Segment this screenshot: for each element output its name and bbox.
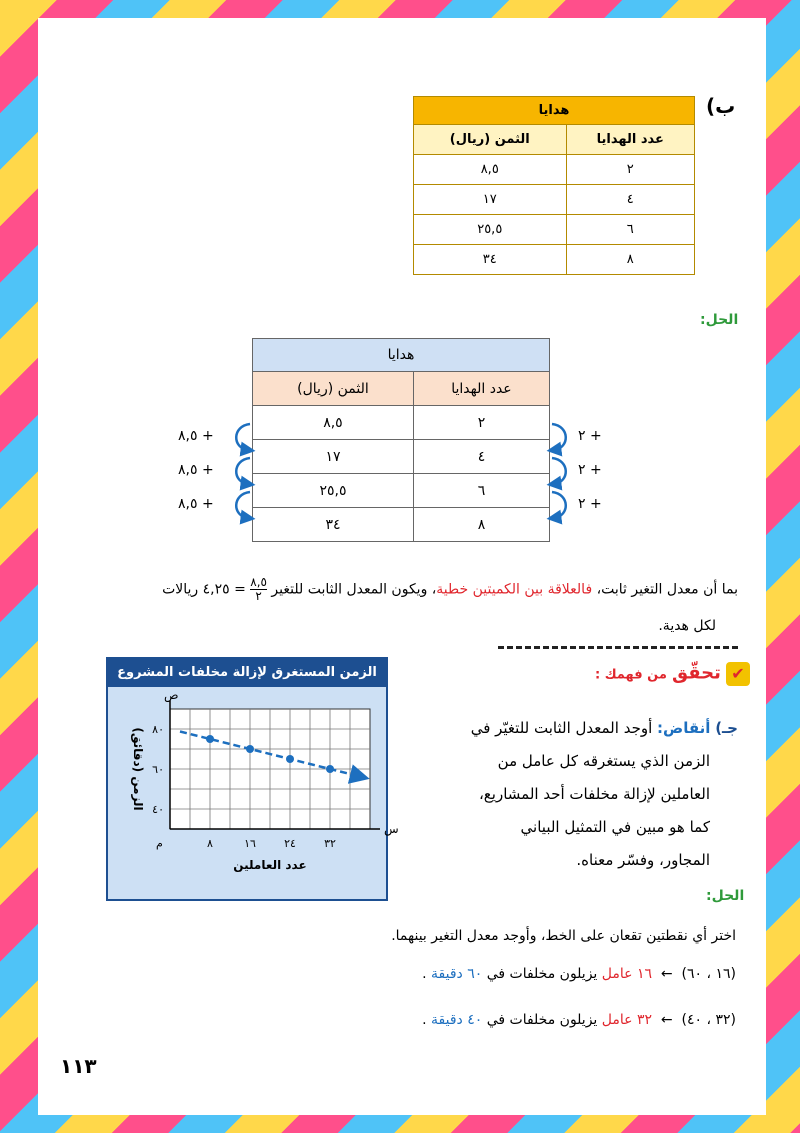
question-text: العاملين لإزالة مخلفات أحد المشاريع، (478, 785, 710, 803)
x-tick-label: ٣٢ (324, 837, 336, 850)
chart-panel (106, 657, 399, 901)
row-text: يزيلون مخلفات في (482, 1012, 602, 1028)
time-value: ٦٠ دقيقة (431, 966, 483, 982)
y-tick-label: ٤٠ (152, 803, 164, 816)
table-cell: ٢٥,٥ (414, 215, 567, 245)
solution2-row (422, 1012, 736, 1028)
point-coordinate: (٣٢ ، ٤٠) (681, 1012, 736, 1028)
data-point (246, 745, 254, 753)
table-cell: ٨,٥ (414, 155, 567, 185)
chart-svg (108, 687, 399, 899)
table-row (253, 474, 550, 508)
y-tick-label: ٨٠ (152, 723, 164, 736)
gifts-header-price: الثمن (ريال) (414, 125, 567, 155)
row-text: يزيلون مخلفات في (482, 966, 602, 982)
question-text: كما هو مبين في التمثيل البياني (520, 818, 710, 836)
solution-label: الحل: (700, 312, 739, 328)
row-end: . (422, 1012, 431, 1028)
time-value: ٤٠ دقيقة (431, 1012, 483, 1028)
left-curved-arrows-icon (226, 418, 256, 538)
table-row (414, 185, 695, 215)
x-tick-label: ٨ (207, 837, 213, 850)
question-keyword: أنقاض: (657, 719, 711, 737)
left-diff-1: + ٨,٥ (178, 428, 214, 444)
explanation-highlight: فالعلاقة بين الكميتين خطية (436, 581, 593, 598)
page-number: ١١٣ (60, 1054, 97, 1078)
solution-table (252, 338, 550, 542)
point-coordinate: (١٦ ، ٦٠) (681, 966, 736, 982)
table-cell: ٨ (413, 508, 549, 542)
explanation-result: = ٤,٢٥ ريالات (162, 581, 246, 598)
table-cell: ٦ (566, 215, 694, 245)
question-text: الزمن الذي يستغرقه كل عامل من (497, 752, 710, 770)
table-cell: ٢٥,٥ (253, 474, 414, 508)
right-diff-1: + ٢ (578, 428, 602, 444)
check-subtitle: من فهمك : (594, 667, 667, 683)
fraction-numerator: ٨,٥ (250, 575, 267, 589)
table-row (414, 245, 695, 275)
x-axis-label: عدد العاملين (233, 858, 307, 872)
explanation-line-1 (58, 576, 738, 603)
data-point (286, 755, 294, 763)
check-question (418, 712, 738, 877)
solution2-instruction: اختر أي نقطتين تقعان على الخط، وأوجد معدل التغير بينهما. (391, 928, 736, 944)
rate-fraction (250, 576, 267, 603)
table-row (253, 440, 550, 474)
fraction-denominator: ٢ (255, 589, 262, 603)
question-line-1 (418, 712, 738, 745)
arrow-left-icon: ← (660, 966, 673, 982)
gifts-table-title: هدايا (414, 97, 695, 125)
right-curved-arrows-icon (548, 418, 578, 538)
gifts-header-count: عدد الهدايا (566, 125, 694, 155)
solution-header-count: عدد الهدايا (413, 372, 549, 406)
table-cell: ٨ (566, 245, 694, 275)
table-cell: ٢ (413, 406, 549, 440)
question-text: المجاور، وفسّر معناه. (576, 851, 710, 869)
divider (498, 646, 738, 649)
right-diff-3: + ٢ (578, 496, 602, 512)
explanation-text: بما أن معدل التغير ثابت، (592, 581, 738, 598)
data-point (326, 765, 334, 773)
solution2-label: الحل: (706, 888, 745, 904)
table-cell: ٤ (413, 440, 549, 474)
workers-count: ٣٢ عامل (601, 1012, 652, 1028)
explanation-line-2: لكل هدية. (658, 618, 716, 634)
table-cell: ٦ (413, 474, 549, 508)
check-heading (550, 662, 750, 696)
x-axis-symbol: س (384, 822, 399, 836)
table-row (253, 406, 550, 440)
solution-header-price: الثمن (ريال) (253, 372, 414, 406)
table-cell: ١٧ (414, 185, 567, 215)
table-row (414, 215, 695, 245)
table-cell: ٣٤ (414, 245, 567, 275)
table-cell: ٢ (566, 155, 694, 185)
check-title: تحقّق (671, 662, 721, 684)
x-tick-label: ١٦ (244, 837, 256, 850)
explanation-text-2: ، ويكون المعدل الثابت للتغير (266, 581, 437, 598)
workers-count: ١٦ عامل (601, 966, 652, 982)
x-tick-label: ٢٤ (284, 837, 296, 850)
table-row (253, 508, 550, 542)
table-cell: ٣٤ (253, 508, 414, 542)
solution-table-title: هدايا (253, 339, 550, 372)
origin-label: م (156, 837, 163, 850)
solution2-row (422, 966, 736, 982)
y-tick-label: ٦٠ (152, 763, 164, 776)
data-point (206, 735, 214, 743)
left-diff-2: + ٨,٥ (178, 462, 214, 478)
chart-title: الزمن المستغرق لإزالة مخلفات المشروع (108, 659, 386, 687)
y-axis-symbol: ص (164, 688, 179, 702)
table-row (414, 155, 695, 185)
part-b-label: ب) (706, 94, 736, 118)
gifts-table (413, 96, 695, 275)
question-text: أوجد المعدل الثابت للتغيّر في (470, 719, 653, 737)
checkmark-icon: ✔ (726, 662, 750, 686)
arrow-left-icon: ← (660, 1012, 673, 1028)
table-cell: ١٧ (253, 440, 414, 474)
left-diff-3: + ٨,٥ (178, 496, 214, 512)
table-cell: ٤ (566, 185, 694, 215)
y-axis-label: الزمن (دقائق) (131, 727, 145, 811)
right-diff-2: + ٢ (578, 462, 602, 478)
row-end: . (422, 966, 431, 982)
table-cell: ٨,٥ (253, 406, 414, 440)
question-label: جـ) (715, 719, 738, 737)
